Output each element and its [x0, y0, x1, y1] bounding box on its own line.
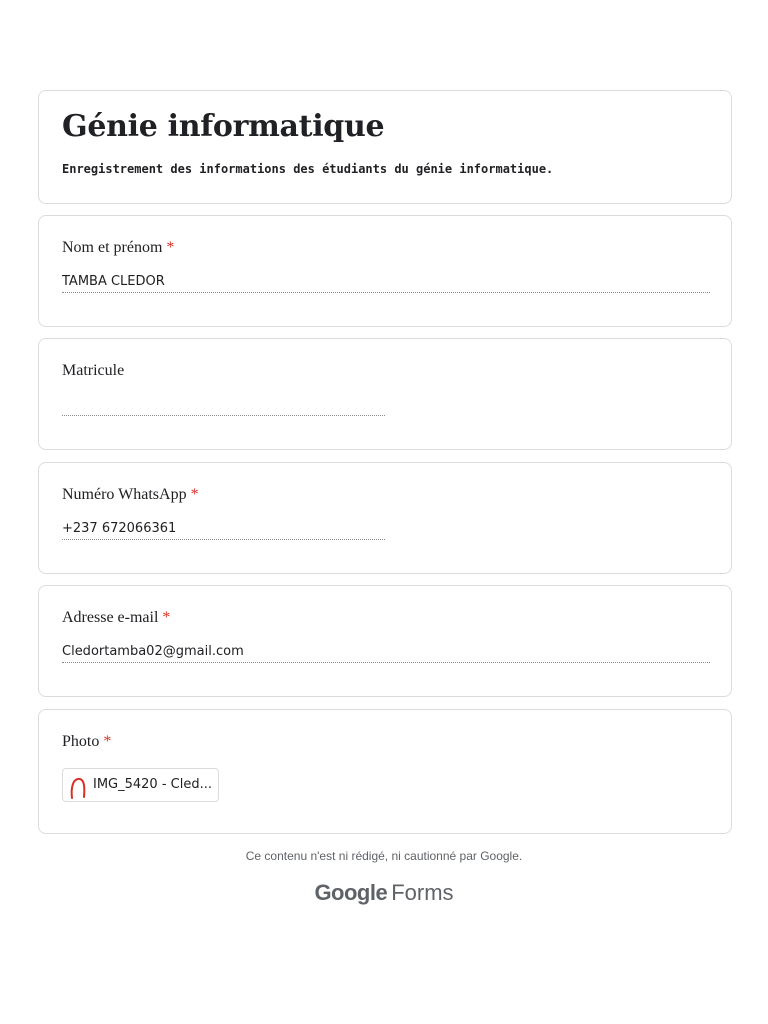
required-asterisk: *	[166, 239, 175, 256]
image-file-icon	[68, 776, 88, 800]
question-card-whatsapp	[38, 462, 732, 574]
question-label-text: Adresse e-mail	[62, 609, 159, 626]
name-answer[interactable]: TAMBA CLEDOR	[62, 274, 165, 289]
google-forms-logo[interactable]	[0, 879, 768, 907]
form-header-card	[38, 90, 732, 204]
required-asterisk: *	[103, 733, 112, 750]
answer-underline	[62, 292, 710, 293]
question-label	[62, 361, 124, 381]
brand-google-text: Google	[314, 880, 388, 905]
question-label	[62, 732, 111, 752]
question-card-email	[38, 585, 732, 697]
required-asterisk: *	[190, 486, 199, 503]
question-label	[62, 485, 199, 505]
question-label-text: Numéro WhatsApp	[62, 486, 187, 503]
email-answer[interactable]: Cledortamba02@gmail.com	[62, 644, 244, 659]
uploaded-file-name: IMG_5420 - Cled...	[93, 777, 212, 792]
question-card-photo	[38, 709, 732, 834]
answer-underline	[62, 415, 385, 416]
question-label-text: Nom et prénom	[62, 239, 163, 256]
answer-underline	[62, 662, 710, 663]
required-asterisk: *	[162, 609, 171, 626]
answer-underline	[62, 539, 385, 540]
question-card-name	[38, 215, 732, 327]
form-title: Génie informatique	[62, 109, 385, 144]
question-card-matricule	[38, 338, 732, 450]
question-label	[62, 238, 174, 258]
question-label	[62, 608, 170, 628]
whatsapp-answer[interactable]: +237 672066361	[62, 521, 177, 536]
form-description: Enregistrement des informations des étudiants du génie informatique.	[62, 162, 554, 176]
question-label-text: Photo	[62, 733, 100, 750]
footer-disclaimer: Ce contenu n'est ni rédigé, ni cautionné par Google.	[245, 849, 523, 863]
question-label-text: Matricule	[62, 362, 125, 379]
brand-forms-text: Forms	[391, 880, 454, 905]
uploaded-file-chip[interactable]	[62, 768, 219, 802]
